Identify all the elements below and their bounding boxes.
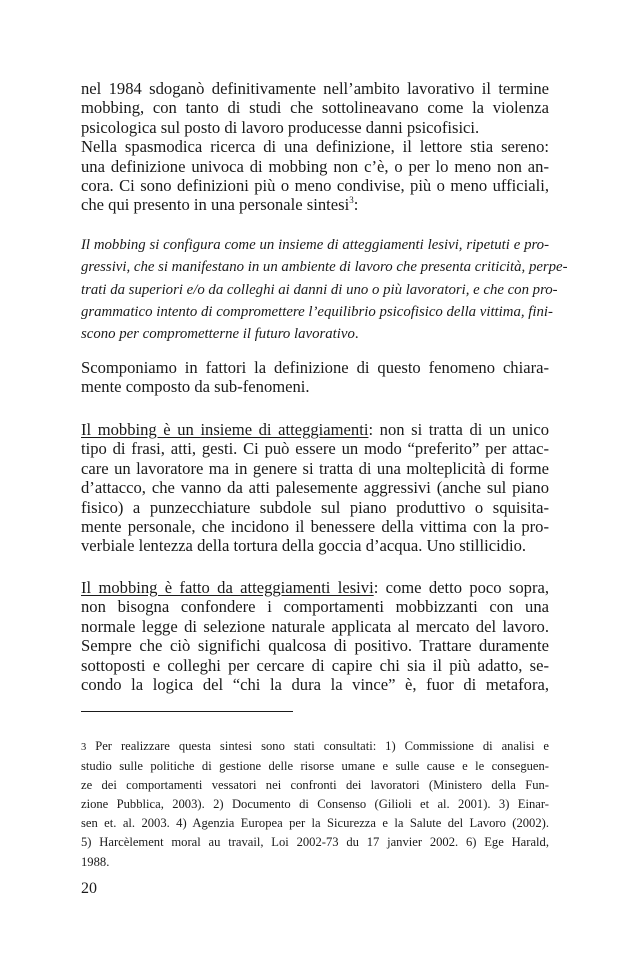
text-line: care un lavoratore ma in genere si tratta di una molteplicità di forme	[81, 458, 549, 478]
text-line: mobbing, con tanto di studi che sottolineavano come la violenza	[81, 98, 549, 118]
footnote-text: Per realizzare questa sintesi sono stati consultati: 1) Commissione di analisi e	[86, 739, 549, 753]
page-number: 20	[81, 880, 97, 897]
quote-line-final	[81, 323, 549, 345]
text-line: Sempre che ciò significhi qualcosa di positivo. Trattare duramente	[81, 636, 549, 656]
footnote-reference[interactable]: 3	[349, 194, 354, 205]
text-line: nel 1984 sdoganò definitivamente nell’ambito lavorativo il termine	[81, 79, 549, 98]
quote-line: trati da superiori e/o da colleghi ai danni di uno o più lavoratori, e che con pro-	[81, 281, 558, 298]
text-segment: : come detto poco sopra,	[373, 578, 549, 597]
attitudes-set-paragraph	[81, 420, 549, 556]
text-line: Nella spasmodica ricerca di una definizione, il lettore stia sereno:	[81, 137, 549, 157]
text-line: cora. Ci sono definizioni più o meno condivise, più o meno ufficiali,	[81, 176, 549, 196]
underlined-heading: Il mobbing è fatto da atteggiamenti lesivi	[81, 578, 374, 597]
text-line: fisico) a punzecchiature subdole sul piano produttivo o squisita-	[81, 497, 549, 517]
footnote	[81, 737, 549, 872]
text-line: condo la logica del “chi la dura la vince” è, fuor di metafora,	[81, 675, 549, 695]
text-line: verbiale lentezza della tortura della goccia d’acqua. Uno stillicidio.	[81, 536, 527, 556]
footnote-line: sen et. al. 2003. 4) Agenzia Europea per la Sicurezza e la Salute del Lavoro (2002).	[81, 816, 549, 831]
footnote-separator	[81, 711, 293, 712]
harmful-attitudes-paragraph	[81, 578, 549, 694]
factors-paragraph	[81, 358, 549, 397]
text-line-with-heading	[81, 420, 549, 439]
text-line-with-footnote	[81, 195, 549, 214]
text-line-with-heading	[81, 578, 549, 597]
footnote-line: 1988.	[81, 854, 110, 869]
text-line: una definizione univoca di mobbing non c’è, o per lo meno non an-	[81, 156, 549, 176]
text-line: Scomponiamo in fattori la definizione di questo fenomeno chiara-	[81, 358, 549, 377]
quote-line: scono per comprometterne il futuro lavorativo	[81, 326, 355, 343]
text-line: psicologica sul posto di lavoro producesse danni psicofisici.	[81, 117, 480, 137]
footnote-line: 5) Harcèlement moral au travail, Loi 2002-73 du 17 janvier 2002. 6) Ege Harald,	[81, 835, 549, 850]
footnote-line: studio sulle politiche di gestione delle risorse umane e sulle cause e le conseguen-	[81, 759, 549, 774]
footnote-number: 3	[81, 742, 87, 753]
text-line: sottoposti e colleghi per cercare di capire chi sia il più adatto, se-	[81, 655, 549, 675]
text-line: d’attacco, che vanno da atti palesemente aggressivi (anche sul piano	[81, 478, 549, 498]
text-line: normale legge di selezione naturale applicata al mercato del lavoro.	[81, 616, 549, 636]
text-punctuation: :	[353, 195, 359, 215]
quote-line: Il mobbing si configura come un insieme di atteggiamenti lesivi, ripetuti e pro-	[81, 237, 549, 253]
text-line: mente personale, che incidono il benessere della vittima con la pro-	[81, 517, 549, 537]
footnote-line: ze dei comportamenti vessatori nei confronti dei lavoratori (Ministero della Fun-	[81, 778, 549, 793]
text-line: che qui presento in una personale sintesi	[81, 195, 350, 215]
footnote-line	[81, 737, 549, 757]
underlined-heading: Il mobbing è un insieme di atteggiamenti	[81, 420, 369, 439]
quote-line: gressivi, che si manifestano in un ambiente di lavoro che presenta criticità, perpe-	[81, 259, 568, 276]
intro-paragraph	[81, 79, 549, 215]
quote-period: .	[354, 326, 359, 343]
text-line: tipo di frasi, atti, gesti. Ci può essere un modo “preferito” per attac-	[81, 439, 549, 459]
text-line: mente composto da sub-fenomeni.	[81, 377, 310, 397]
footnote-line: zione Pubblica, 2003). 2) Documento di Consenso (Gilioli et al. 2001). 3) Einar-	[81, 797, 549, 812]
text-segment: : non si tratta di un unico	[368, 420, 549, 439]
quote-line: grammatico intento di compromettere l’equilibrio psicofisico della vittima, fini-	[81, 303, 553, 320]
text-line: non bisogna confondere i comportamenti mobbizzanti con una	[81, 597, 549, 617]
mobbing-definition-quote	[81, 234, 568, 345]
